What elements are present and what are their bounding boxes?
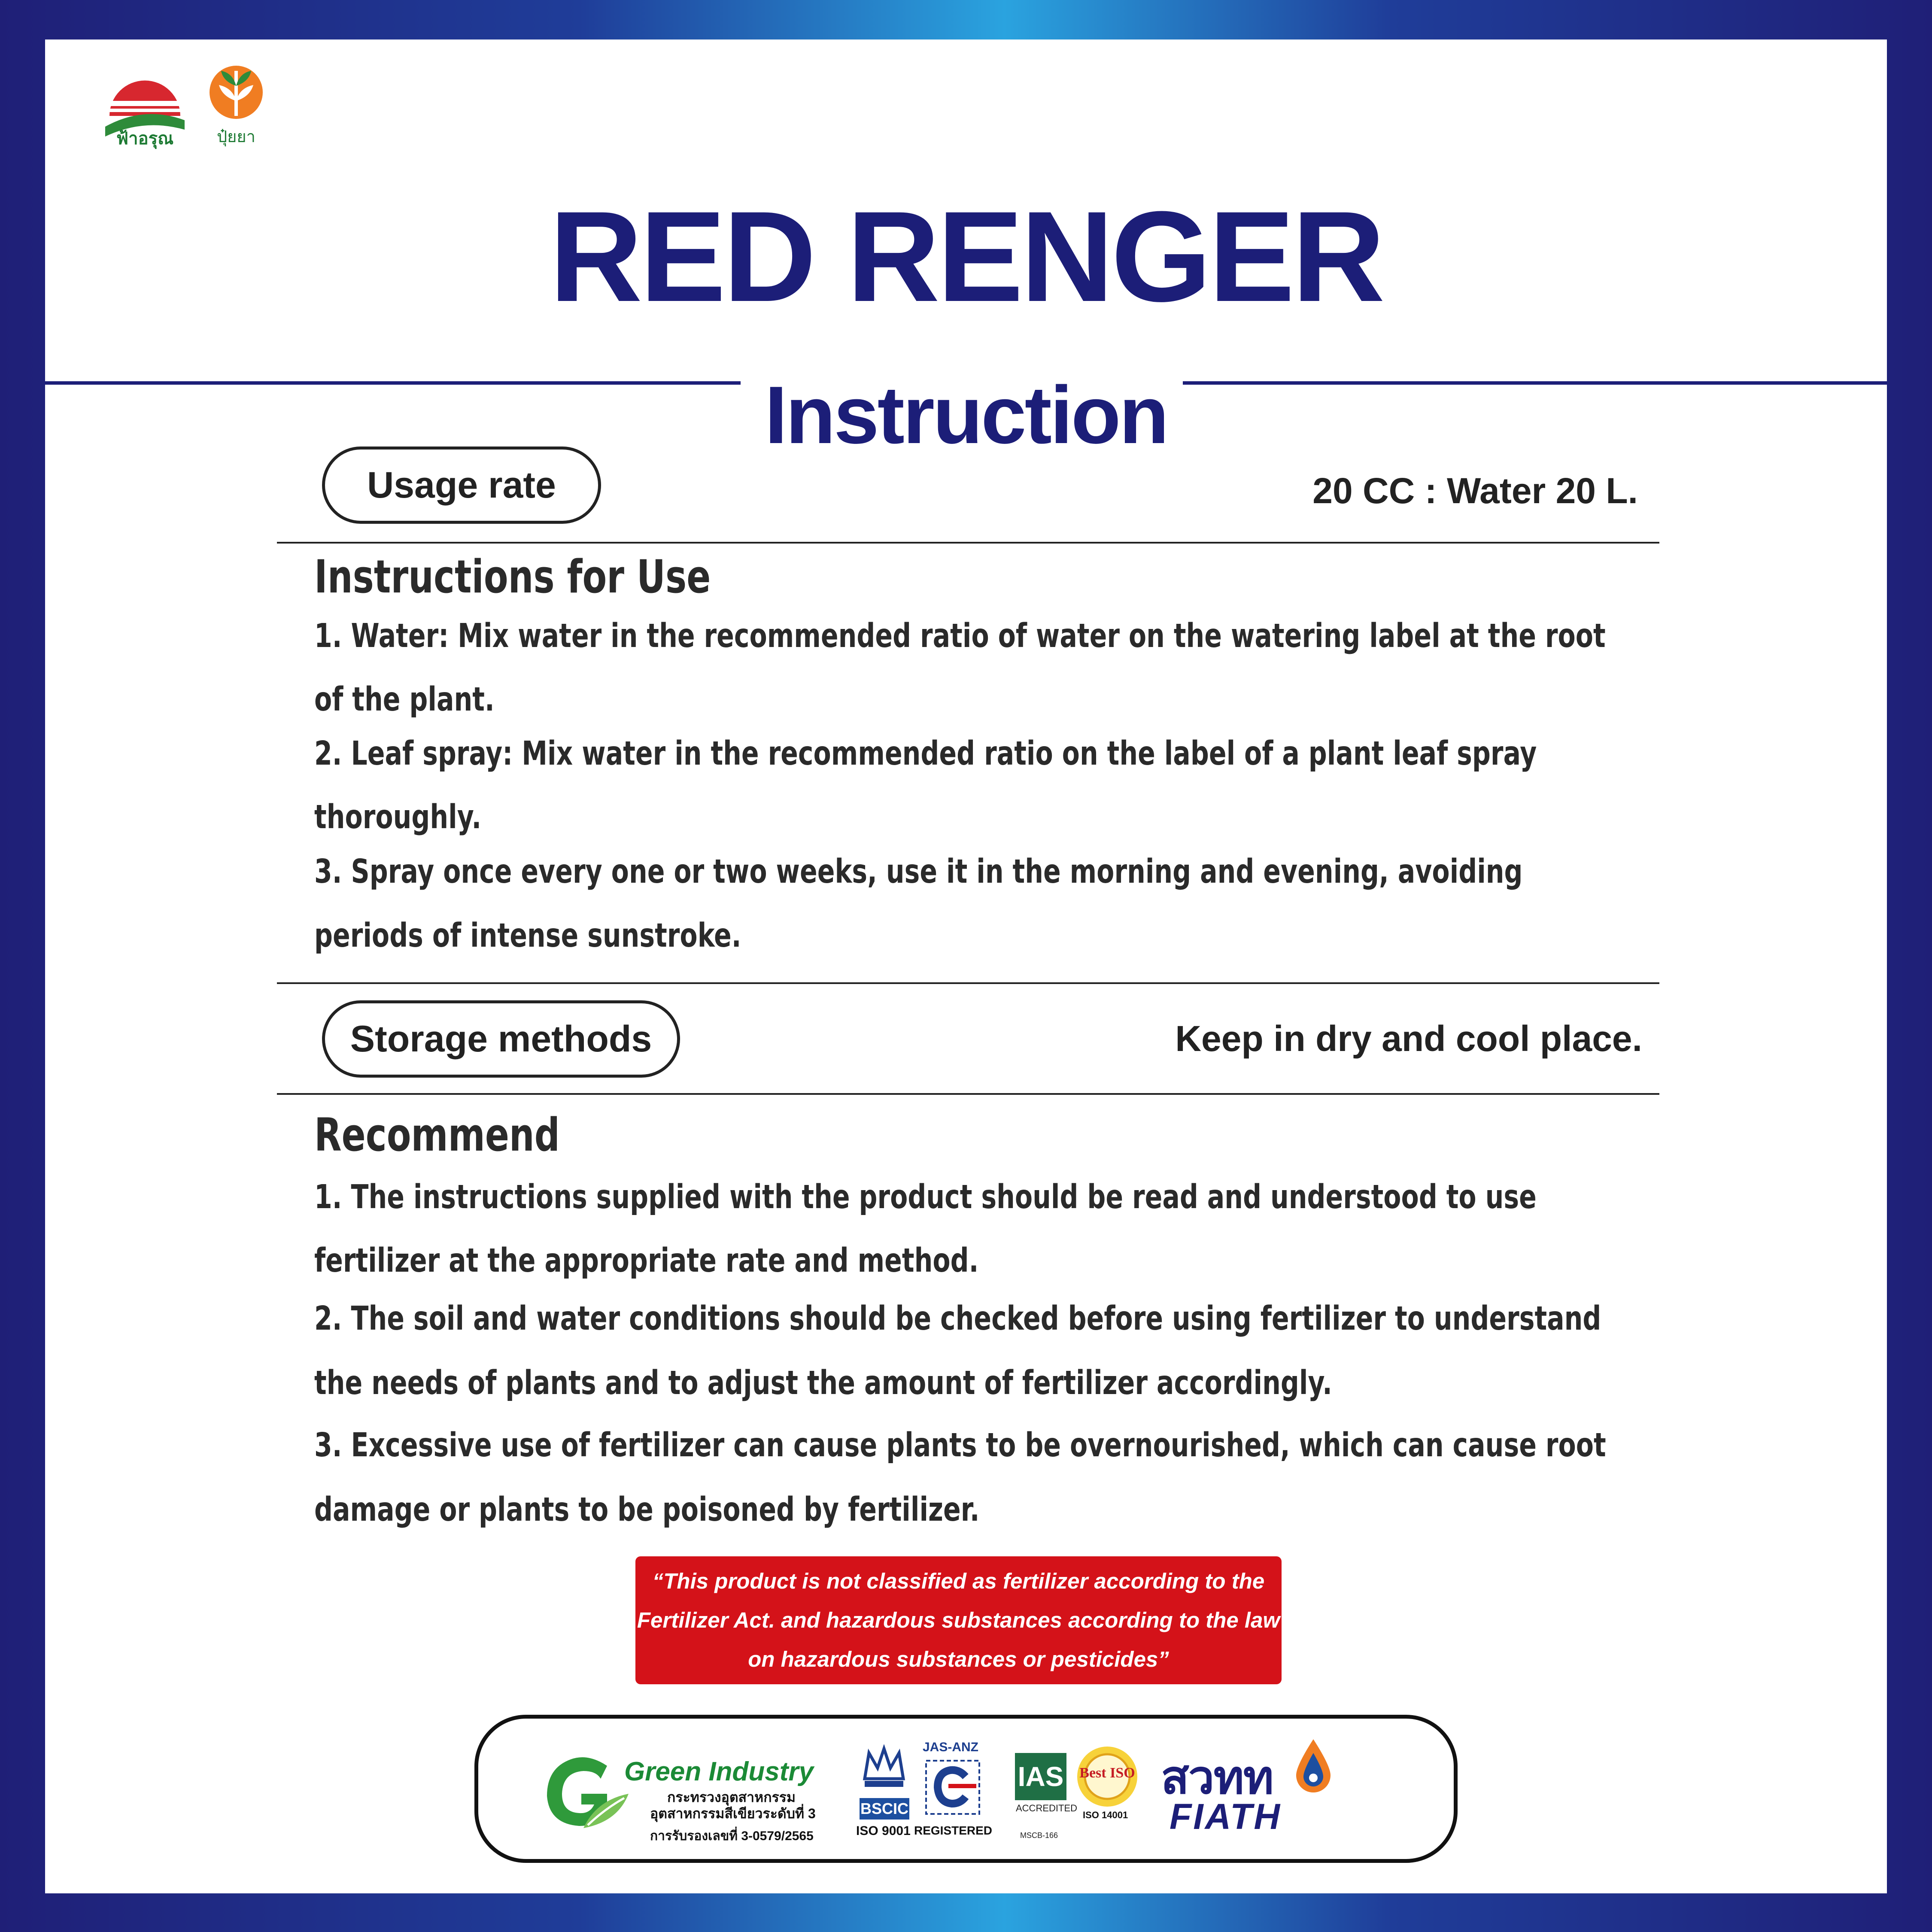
green-industry-ministry: กระทรวงอุตสาหกรรม xyxy=(667,1789,796,1805)
ias-code-label: MSCB-166 xyxy=(1020,1831,1058,1840)
product-title: RED RENGER xyxy=(549,184,1383,328)
instruction-line: thoroughly. xyxy=(314,798,482,836)
recommend-line: the needs of plants and to adjust the amount of fertilizer accordingly. xyxy=(314,1364,1332,1402)
instruction-line: 3. Spray once every one or two weeks, use it in the morning and evening, avoiding xyxy=(314,853,1523,891)
divider xyxy=(277,982,1659,984)
fiath-thai-mark: สวทท xyxy=(1161,1751,1273,1803)
title-rule-right xyxy=(1183,381,1887,385)
storage-methods-label: Storage methods xyxy=(350,1018,652,1060)
green-industry-title: Green Industry xyxy=(624,1757,814,1786)
instruction-line: of the plant. xyxy=(314,680,495,719)
iso-14001-label: ISO 14001 xyxy=(1083,1810,1128,1820)
leaf-logo-caption: ปุ๋ยยา xyxy=(217,128,255,146)
usage-rate-pill xyxy=(322,447,601,524)
usage-rate-value: 20 CC : Water 20 L. xyxy=(1312,471,1638,511)
brand-logo-caption: ฟ้าอรุณ xyxy=(116,129,174,148)
bscic-crown-icon xyxy=(856,1744,912,1796)
divider xyxy=(277,1093,1659,1095)
recommend-heading: Recommend xyxy=(314,1109,560,1161)
green-industry-level: อุตสาหกรรมสีเขียวระดับที่ 3 xyxy=(650,1806,816,1821)
best-iso-label: Best ISO xyxy=(1079,1765,1135,1781)
label-panel xyxy=(45,39,1887,1893)
legal-notice-box xyxy=(635,1556,1282,1684)
green-industry-cert-number: การรับรองเลขที่ 3-0579/2565 xyxy=(650,1829,814,1843)
storage-methods-value: Keep in dry and cool place. xyxy=(1175,1018,1642,1059)
recommend-line: 2. The soil and water conditions should be checked before using fertilizer to understand xyxy=(314,1300,1601,1338)
recommend-line: fertilizer at the appropriate rate and method. xyxy=(314,1242,979,1280)
iso-9001-label: ISO 9001 xyxy=(856,1824,911,1838)
recommend-line: 3. Excessive use of fertilizer can cause plants to be overnourished, which can cause root xyxy=(314,1426,1606,1464)
instruction-line: 1. Water: Mix water in the recommended ratio of water on the watering label at the root xyxy=(314,617,1606,655)
instructions-heading: Instructions for Use xyxy=(314,550,711,603)
usage-rate-label: Usage rate xyxy=(367,464,556,506)
bscic-label: BSCIC xyxy=(860,1798,909,1820)
instruction-line: 2. Leaf spray: Mix water in the recommended ratio on the label of a plant leaf spray xyxy=(314,735,1537,773)
ias-accredited-label: ACCREDITED xyxy=(1016,1803,1078,1814)
green-industry-logo-icon xyxy=(532,1749,631,1835)
page-subtitle: Instruction xyxy=(765,370,1167,461)
certification-strip xyxy=(474,1715,1458,1863)
registered-label: REGISTERED xyxy=(914,1824,993,1837)
legal-notice-line: Fertilizer Act. and hazardous substances according to the law xyxy=(637,1608,1280,1632)
ias-label: IAS xyxy=(1015,1753,1066,1800)
fiath-label: FIATH xyxy=(1170,1796,1282,1837)
legal-notice-line: “This product is not classified as fertilizer according to the xyxy=(652,1569,1265,1593)
jas-anz-label: JAS-ANZ xyxy=(923,1740,979,1754)
jas-anz-mark-icon xyxy=(923,1757,983,1817)
instruction-line: periods of intense sunstroke. xyxy=(314,917,741,955)
recommend-line: damage or plants to be poisoned by fertilizer. xyxy=(314,1491,980,1529)
storage-methods-pill xyxy=(322,1000,680,1078)
divider xyxy=(277,542,1659,544)
recommend-line: 1. The instructions supplied with the product should be read and understood to use xyxy=(314,1178,1537,1216)
legal-notice-line: on hazardous substances or pesticides” xyxy=(748,1647,1169,1671)
water-drop-icon xyxy=(1290,1736,1337,1796)
